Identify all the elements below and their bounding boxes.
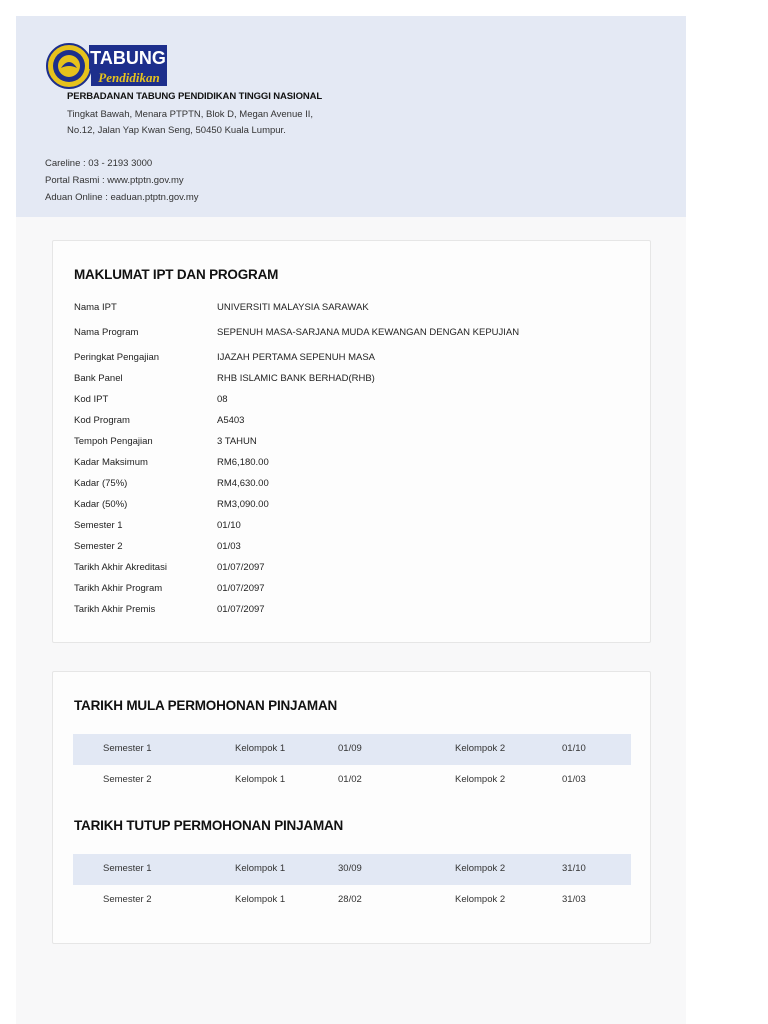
- info-row: [74, 499, 634, 515]
- logo-text-bottom: Pendidikan: [98, 70, 160, 85]
- info-label: Semester 1: [74, 520, 123, 531]
- info-row: [74, 604, 634, 620]
- info-label: Nama IPT: [74, 302, 117, 313]
- info-value: 01/07/2097: [217, 604, 265, 615]
- semester-cell: Semester 2: [103, 894, 152, 905]
- table-row: [73, 885, 631, 916]
- mula-title: TARIKH MULA PERMOHONAN PINJAMAN: [74, 698, 338, 713]
- info-row: [74, 394, 634, 410]
- info-label: Bank Panel: [74, 373, 123, 384]
- address-line-1: Tingkat Bawah, Menara PTPTN, Blok D, Megan Avenue II,: [67, 109, 314, 120]
- ptptn-seal-icon: [47, 44, 91, 88]
- loan-dates-card: [52, 671, 651, 944]
- ipt-program-card: [52, 240, 651, 643]
- semester-cell: Semester 1: [103, 863, 152, 874]
- kelompok-2-label: Kelompok 2: [455, 774, 506, 785]
- ptptn-logo: [45, 42, 171, 90]
- kelompok-1-label: Kelompok 1: [235, 774, 286, 785]
- aduan-text: Aduan Online : eaduan.ptptn.gov.my: [45, 192, 199, 203]
- info-label: Nama Program: [74, 327, 139, 338]
- info-value: IJAZAH PERTAMA SEPENUH MASA: [217, 352, 376, 363]
- info-label: Tarikh Akhir Premis: [74, 604, 156, 615]
- info-label: Tarikh Akhir Program: [74, 583, 163, 594]
- kelompok-2-label: Kelompok 2: [455, 863, 506, 874]
- semester-cell: Semester 2: [103, 774, 152, 785]
- org-name: PERBADANAN TABUNG PENDIDIKAN TINGGI NASIONAL: [67, 91, 323, 102]
- info-value: 3 TAHUN: [217, 436, 257, 447]
- kelompok-1-label: Kelompok 1: [235, 743, 286, 754]
- address-line-2: No.12, Jalan Yap Kwan Seng, 50450 Kuala Lumpur.: [67, 125, 286, 136]
- info-label: Semester 2: [74, 541, 123, 552]
- info-value: RM4,630.00: [217, 478, 269, 489]
- logo-text-top: TABUNG: [90, 48, 166, 68]
- info-row: [74, 583, 634, 599]
- info-row: [74, 302, 634, 318]
- kelompok-1-label: Kelompok 1: [235, 894, 286, 905]
- info-label: Kadar Maksimum: [74, 457, 148, 468]
- info-row: [74, 541, 634, 557]
- kelompok-1-label: Kelompok 1: [235, 863, 286, 874]
- kelompok-2-date: 31/10: [562, 863, 586, 874]
- tutup-title: TARIKH TUTUP PERMOHONAN PINJAMAN: [74, 818, 344, 833]
- info-row: [74, 327, 634, 343]
- info-label: Kod Program: [74, 415, 130, 426]
- kelompok-2-label: Kelompok 2: [455, 743, 506, 754]
- page: [16, 16, 686, 1024]
- info-row: [74, 478, 634, 494]
- info-value: 01/07/2097: [217, 562, 265, 573]
- info-value: A5403: [217, 415, 245, 426]
- info-row: [74, 457, 634, 473]
- kelompok-2-date: 31/03: [562, 894, 586, 905]
- kelompok-2-label: Kelompok 2: [455, 894, 506, 905]
- info-value: RHB ISLAMIC BANK BERHAD(RHB): [217, 373, 375, 384]
- kelompok-1-date: 28/02: [338, 894, 362, 905]
- table-row: [73, 854, 631, 885]
- info-value: SEPENUH MASA-SARJANA MUDA KEWANGAN DENGAN KEPUJIAN: [217, 327, 520, 338]
- info-row: [74, 520, 634, 536]
- info-label: Kadar (50%): [74, 499, 128, 510]
- info-row: [74, 415, 634, 431]
- kelompok-2-date: 01/10: [562, 743, 586, 754]
- ipt-card-title: MAKLUMAT IPT DAN PROGRAM: [74, 267, 279, 282]
- careline-text: Careline : 03 - 2193 3000: [45, 158, 153, 169]
- info-value: 01/10: [217, 520, 241, 531]
- portal-text: Portal Rasmi : www.ptptn.gov.my: [45, 175, 184, 186]
- info-value: RM6,180.00: [217, 457, 269, 468]
- info-value: 08: [217, 394, 228, 405]
- info-row: [74, 373, 634, 389]
- info-value: RM3,090.00: [217, 499, 269, 510]
- info-row: [74, 352, 634, 368]
- info-label: Peringkat Pengajian: [74, 352, 160, 363]
- info-label: Kod IPT: [74, 394, 109, 405]
- kelompok-2-date: 01/03: [562, 774, 586, 785]
- table-row: [73, 765, 631, 796]
- letterhead: [16, 16, 686, 217]
- info-row: [74, 436, 634, 452]
- kelompok-1-date: 01/02: [338, 774, 362, 785]
- info-value: 01/03: [217, 541, 241, 552]
- info-label: Kadar (75%): [74, 478, 128, 489]
- semester-cell: Semester 1: [103, 743, 152, 754]
- info-value: UNIVERSITI MALAYSIA SARAWAK: [217, 302, 369, 313]
- info-label: Tarikh Akhir Akreditasi: [74, 562, 167, 573]
- info-row: [74, 562, 634, 578]
- info-value: 01/07/2097: [217, 583, 265, 594]
- table-row: [73, 734, 631, 765]
- kelompok-1-date: 30/09: [338, 863, 362, 874]
- kelompok-1-date: 01/09: [338, 743, 362, 754]
- info-label: Tempoh Pengajian: [74, 436, 153, 447]
